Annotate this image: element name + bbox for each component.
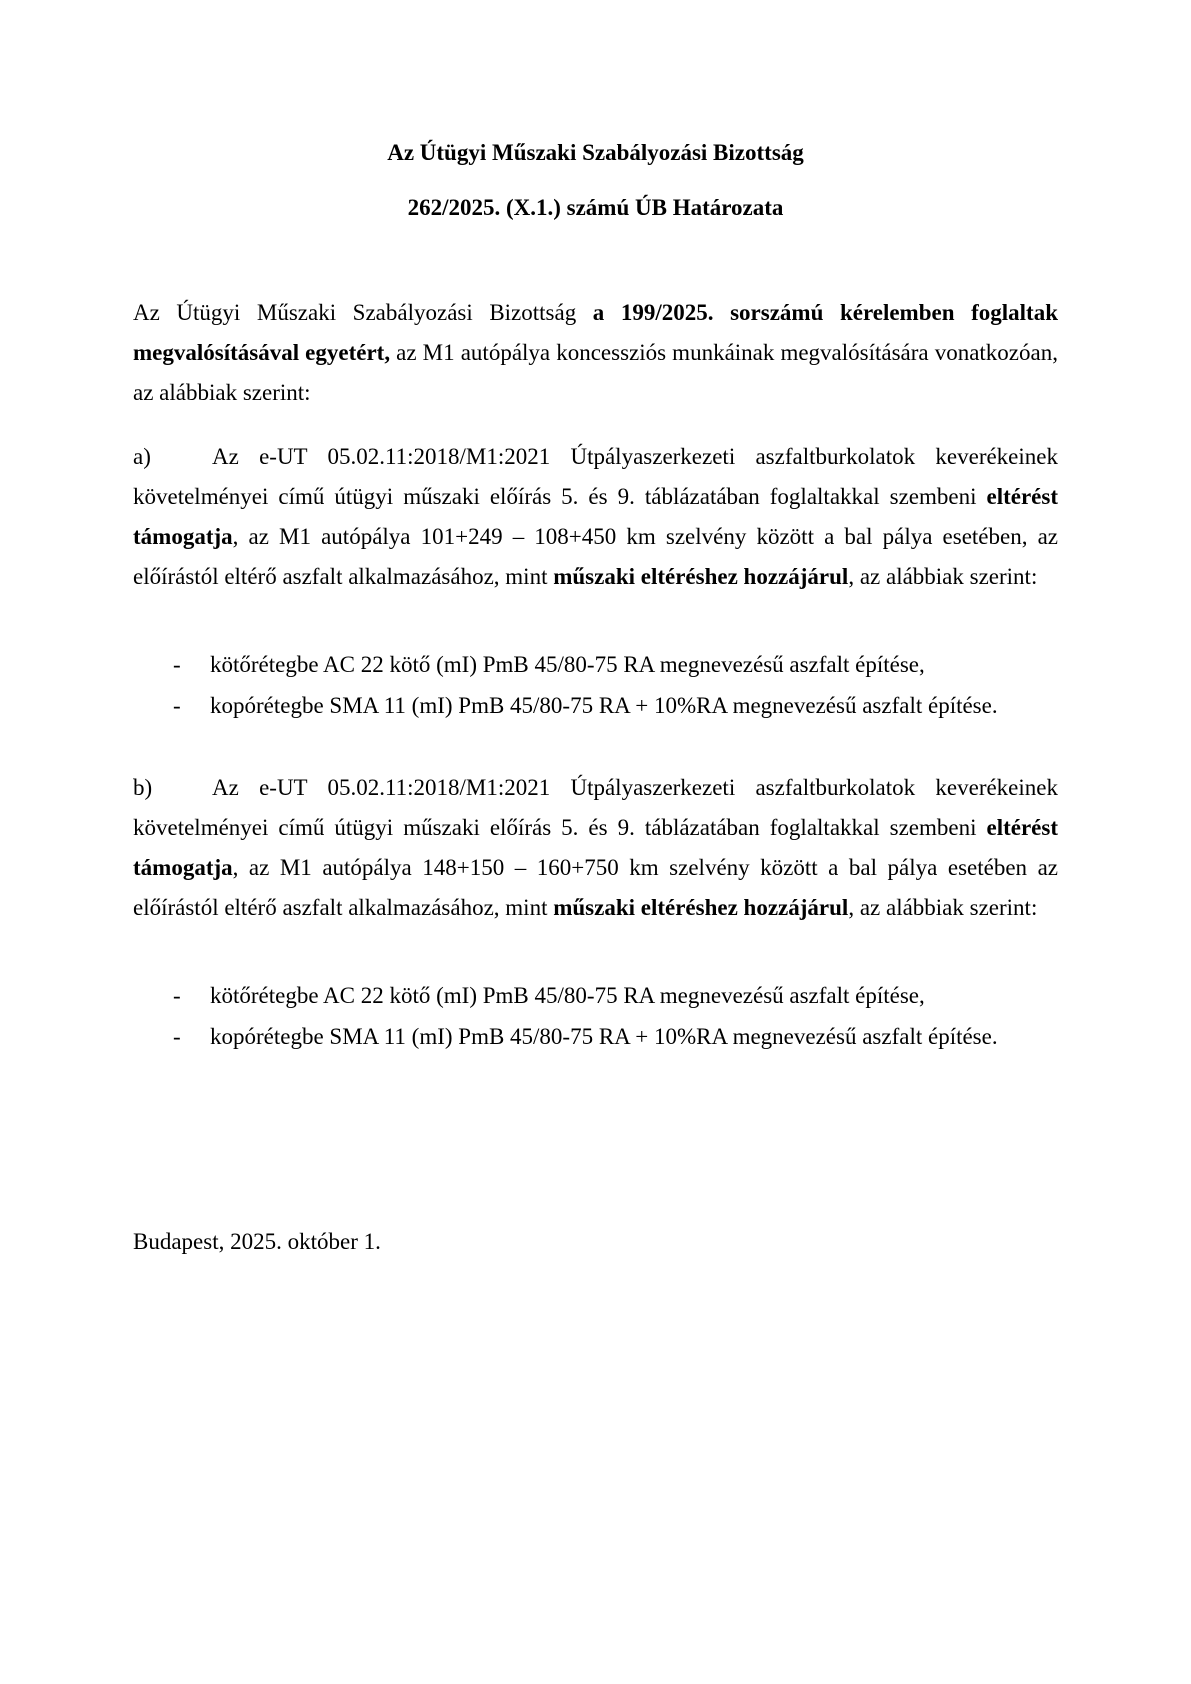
- bullet-text: kötőrétegbe AC 22 kötő (mI) PmB 45/80-75 RA megnevezésű aszfalt építése,: [210, 983, 925, 1008]
- item-b-paragraph: [133, 768, 1058, 928]
- document-title-line1: Az Útügyi Műszaki Szabályozási Bizottság: [387, 140, 804, 165]
- bullet-dash: -: [173, 1024, 181, 1049]
- item-b-bullet-list: [133, 975, 1058, 1057]
- item-a-paragraph: [133, 437, 1058, 597]
- closing-date-line: Budapest, 2025. október 1.: [133, 1229, 381, 1254]
- bullet-text: kopórétegbe SMA 11 (mI) PmB 45/80-75 RA + 10%RA megnevezésű aszfalt építése.: [210, 1024, 998, 1049]
- bullet-dash: -: [173, 693, 181, 718]
- item-a-bullet-list: [133, 644, 1058, 726]
- bullet-dash: -: [173, 983, 181, 1008]
- bullet-dash: -: [173, 652, 181, 677]
- list-item: [133, 975, 1058, 1016]
- list-item: [133, 685, 1058, 726]
- list-item: [133, 1016, 1058, 1057]
- item-b-label: b): [133, 775, 153, 800]
- item-a-label: a): [133, 444, 151, 469]
- item-a-text: Az e-UT 05.02.11:2018/M1:2021 Útpályaszerkezeti aszfaltburkolatok keverékeinek követelményei című útügyi műszaki előírás 5. és 9. táblázatában foglaltakkal szembeni eltérést támogatja, az M1 autópálya 101+249 – 108+450 km szelvény között a bal pálya esetében, az előírástól eltérő aszfalt alkalmazásához, mint műszaki eltéréshez hozzájárul, az alábbiak szerint:: [133, 444, 1058, 589]
- document-title-line2: 262/2025. (X.1.) számú ÚB Határozata: [407, 195, 784, 220]
- intro-paragraph: Az Útügyi Műszaki Szabályozási Bizottság a 199/2025. sorszámú kérelemben foglaltak megvalósításával egyetért, az M1 autópálya koncessziós munkáinak megvalósítására vonatkozóan, az alábbiak szerint:: [133, 300, 1058, 405]
- bullet-text: kopórétegbe SMA 11 (mI) PmB 45/80-75 RA + 10%RA megnevezésű aszfalt építése.: [210, 693, 998, 718]
- list-item: [133, 644, 1058, 685]
- item-b-text: Az e-UT 05.02.11:2018/M1:2021 Útpályaszerkezeti aszfaltburkolatok keverékeinek követelményei című útügyi műszaki előírás 5. és 9. táblázatában foglaltakkal szembeni eltérést támogatja, az M1 autópálya 148+150 – 160+750 km szelvény között a bal pálya esetében az előírástól eltérő aszfalt alkalmazásához, mint műszaki eltéréshez hozzájárul, az alábbiak szerint:: [133, 775, 1058, 920]
- bullet-text: kötőrétegbe AC 22 kötő (mI) PmB 45/80-75 RA megnevezésű aszfalt építése,: [210, 652, 925, 677]
